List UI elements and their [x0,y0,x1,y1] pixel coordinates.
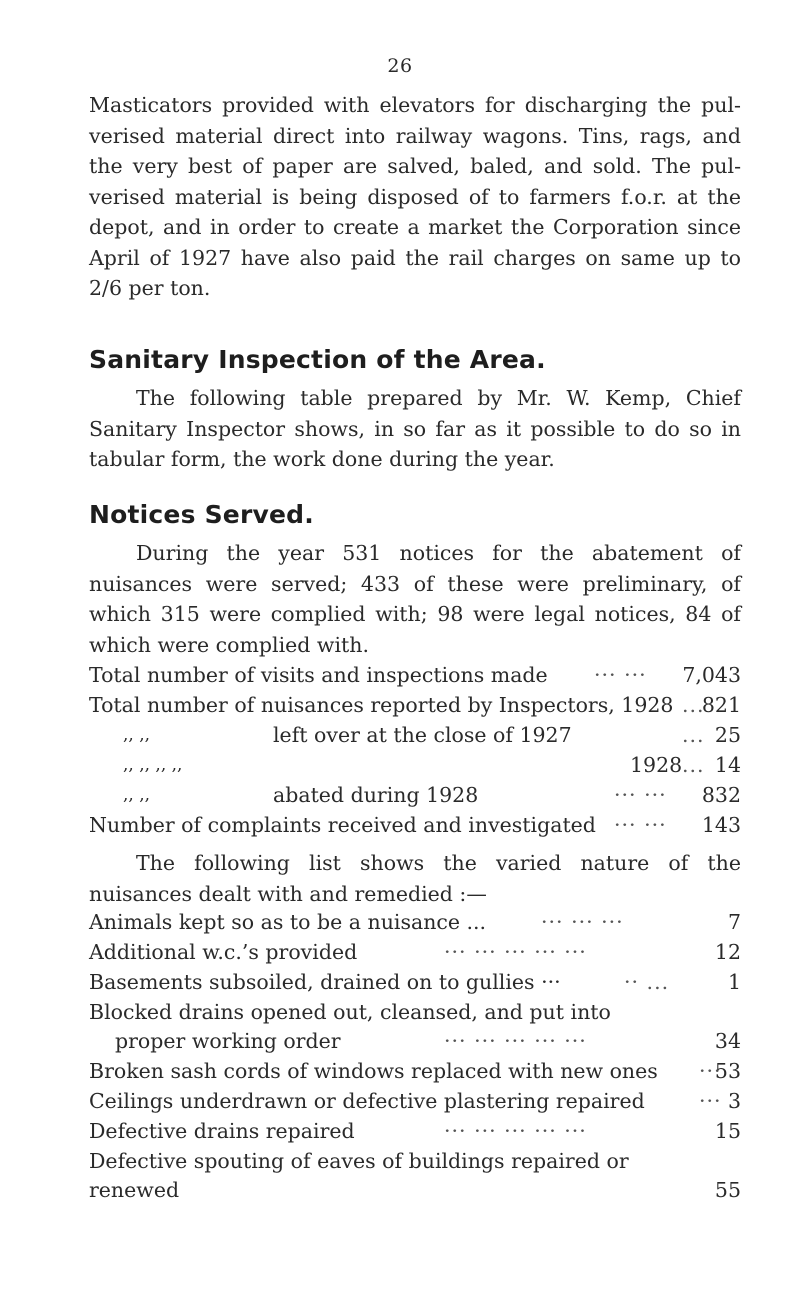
leader-dots: ... [682,723,705,747]
stat-row-left-over-1927 [89,720,741,750]
leader-dots: ··· ··· ··· [541,910,624,934]
nuisance-item [89,938,741,967]
stat-row-nuisances-reported [89,690,741,720]
nuisance-label: Basements subsoiled, drained on to gullies ··· [89,970,561,994]
list-intro-text: The following list shows the varied nature of the nuisances dealt with and remedied :— [89,851,741,906]
nuisance-label: Additional w.c.’s provided [89,940,358,964]
leader-dots: ··· [699,1089,722,1113]
stat-row-complaints [89,810,741,840]
nuisance-count: 55 [714,1178,741,1202]
leader-dots: ··· ··· [614,813,667,837]
leader-dots: ... [682,693,705,717]
leader-dots: ··· [699,1059,722,1083]
nuisance-item [89,998,741,1056]
stat-value: 7,043 [682,663,741,687]
leader-dots: ··· ··· [594,663,647,687]
leader-dots: ··· ··· ··· ··· ··· [444,940,587,964]
nuisance-item [89,1057,741,1086]
nuisance-label-continuation: proper working order [115,1029,341,1053]
stat-row-abated [89,780,741,810]
nuisance-count: 34 [714,1029,741,1053]
stat-label: left over at the close of 1927 [273,723,572,747]
nuisance-count: 7 [727,910,741,934]
stat-label: 1928 [630,753,683,777]
nuisance-count: 15 [714,1119,741,1143]
leader-dots: ··· ··· ··· ··· ··· [444,1029,587,1053]
nuisance-count: 3 [727,1089,741,1113]
stat-value: 832 [701,783,741,807]
ditto-marks: ,, ,, [123,725,151,745]
nuisance-item [89,1117,741,1146]
nuisance-label: Animals kept so as to be a nuisance ... [89,910,487,934]
leader-dots: ··· ··· [614,783,667,807]
sanitary-inspection-text: The following table prepared by Mr. W. Kemp, Chief Sanitary Inspector shows, in so far as it possible to do so in tabular form, the work done during the year. [89,386,741,471]
sanitary-inspection-heading: Sanitary Inspection of the Area. [89,345,546,374]
stat-value: 821 [701,693,741,717]
nuisance-item [89,968,741,997]
nuisance-count: 1 [727,970,741,994]
stat-row-visits [89,660,741,690]
stat-value: 25 [714,723,741,747]
intro-paragraph: Masticators provided with elevators for discharging the pul-verised material direct into railway wagons. Tins, rags, and the very best of paper are salved, baled, and sold. The pul-verised material is being disposed of to farmers f.o.r. at the depot, and in order to create a market the Corporation since April of 1927 have also paid the rail charges on same up to 2/6 per ton. [89,93,741,300]
nuisance-label: Blocked drains opened out, cleansed, and put into [89,1000,611,1024]
nuisance-label: Defective spouting of eaves of buildings repaired or renewed [89,1149,629,1202]
nuisance-count: 12 [714,940,741,964]
stat-row-left-over-1928 [89,750,741,780]
ditto-marks: ,, ,, ,, ,, [123,755,183,775]
stat-label: Total number of visits and inspections made [89,663,548,687]
stat-value: 143 [701,813,741,837]
stat-label: Number of complaints received and investigated [89,813,596,837]
leader-dots: ··· ··· ··· ··· ··· [444,1119,587,1143]
stat-label: abated during 1928 [273,783,479,807]
ditto-marks: ,, ,, [123,785,151,805]
nuisance-label: Defective drains repaired [89,1119,355,1143]
leader-dots: ... [682,753,705,777]
leader-dots: ·· ... [624,970,670,994]
stat-value: 14 [714,753,741,777]
notices-served-heading: Notices Served. [89,500,314,529]
nuisance-count: 53 [714,1059,741,1083]
nuisance-item [89,1147,741,1205]
nuisance-item [89,1087,741,1116]
nuisance-label: Ceilings underdrawn or defective plastering repaired [89,1089,645,1113]
stat-label: Total number of nuisances reported by Inspectors, 1928 [89,693,674,717]
nuisance-label: Broken sash cords of windows replaced with new ones [89,1059,658,1083]
nuisance-item [89,908,741,937]
notices-served-text: During the year 531 notices for the abatement of nuisances were served; 433 of these were preliminary, of which 315 were complied with; 98 were legal notices, 84 of which were complied with. [89,541,741,657]
page-number: 26 [387,55,413,77]
